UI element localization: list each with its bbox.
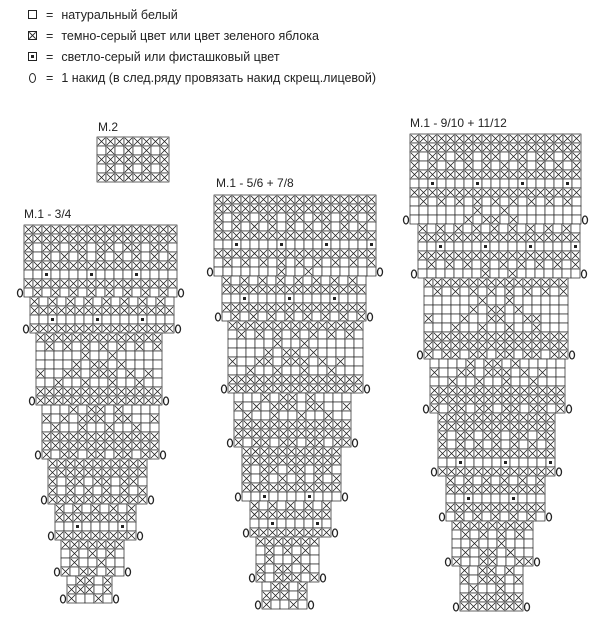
legend-label: 1 накид (в след.ряду провязать накид скрещ.лицевой) — [61, 70, 377, 85]
yarn-over-icon — [309, 601, 314, 609]
yarn-over-icon — [567, 405, 572, 413]
yarn-over-icon — [236, 493, 241, 501]
yarn-over-icon — [525, 603, 530, 611]
chart-m2 — [97, 137, 169, 182]
yarn-over-icon — [250, 574, 255, 582]
legend-equals: = — [46, 70, 54, 85]
yarn-over-icon — [179, 289, 184, 297]
yarn-over-icon — [440, 513, 445, 521]
chart-m1-56 — [208, 195, 383, 609]
yarn-over-icon — [161, 451, 166, 459]
yarn-over-icon — [36, 451, 41, 459]
chart-title-m1-56: M.1 - 5/6 + 7/8 — [216, 176, 294, 190]
yarn-over-icon — [353, 439, 358, 447]
yarn-over-icon — [432, 468, 437, 476]
yarn-over-icon — [547, 513, 552, 521]
yarn-over-icon — [149, 496, 154, 504]
legend-equals: = — [46, 28, 54, 43]
legend-equals: = — [46, 49, 54, 64]
chart-title-m1-910: M.1 - 9/10 + 11/12 — [410, 116, 507, 130]
yarn-over-icon — [333, 529, 338, 537]
chart-m1-34 — [18, 225, 184, 603]
yarn-over-icon — [138, 532, 143, 540]
yarn-over-icon — [368, 313, 373, 321]
yarn-over-icon — [570, 351, 575, 359]
legend-equals: = — [46, 7, 54, 22]
yarn-over-icon — [365, 385, 370, 393]
yarn-over-icon — [343, 493, 348, 501]
yarn-over-icon — [126, 568, 131, 576]
yarn-over-icon — [244, 529, 249, 537]
yarn-over-icon — [454, 603, 459, 611]
yarn-over-icon — [424, 405, 429, 413]
yarn-over-icon — [222, 385, 227, 393]
yarn-over-icon — [256, 601, 261, 609]
yarn-over-icon — [114, 595, 119, 603]
yarn-over-icon — [412, 270, 417, 278]
yarn-over-icon — [446, 558, 451, 566]
yarn-over-icon — [208, 268, 213, 276]
yarn-over-icon — [164, 397, 169, 405]
yarn-over-icon — [535, 558, 540, 566]
chart-title-m1-34: M.1 - 3/4 — [24, 207, 72, 221]
legend-label: светло-серый или фисташковый цвет — [61, 49, 280, 64]
legend-label: натуральный белый — [61, 7, 178, 22]
yarn-over-icon — [216, 313, 221, 321]
yarn-over-icon — [582, 270, 587, 278]
chart-m1-910 — [404, 134, 588, 611]
yarn-over-icon — [583, 216, 588, 224]
yarn-over-icon — [24, 325, 29, 333]
yarn-over-icon — [61, 595, 66, 603]
yarn-over-icon — [49, 532, 54, 540]
yarn-over-icon — [557, 468, 562, 476]
yarn-over-icon — [30, 397, 35, 405]
yarn-over-icon — [42, 496, 47, 504]
yarn-over-icon — [404, 216, 409, 224]
yarn-over-icon — [378, 268, 383, 276]
legend-label: темно-серый цвет или цвет зеленого яблока — [61, 28, 319, 43]
chart-title-m2: M.2 — [98, 120, 119, 134]
yarn-over-icon — [418, 351, 423, 359]
yarn-over-icon — [18, 289, 23, 297]
yarn-over-icon — [321, 574, 326, 582]
yarn-over-icon — [228, 439, 233, 447]
yarn-over-icon — [55, 568, 60, 576]
yarn-over-icon — [176, 325, 181, 333]
